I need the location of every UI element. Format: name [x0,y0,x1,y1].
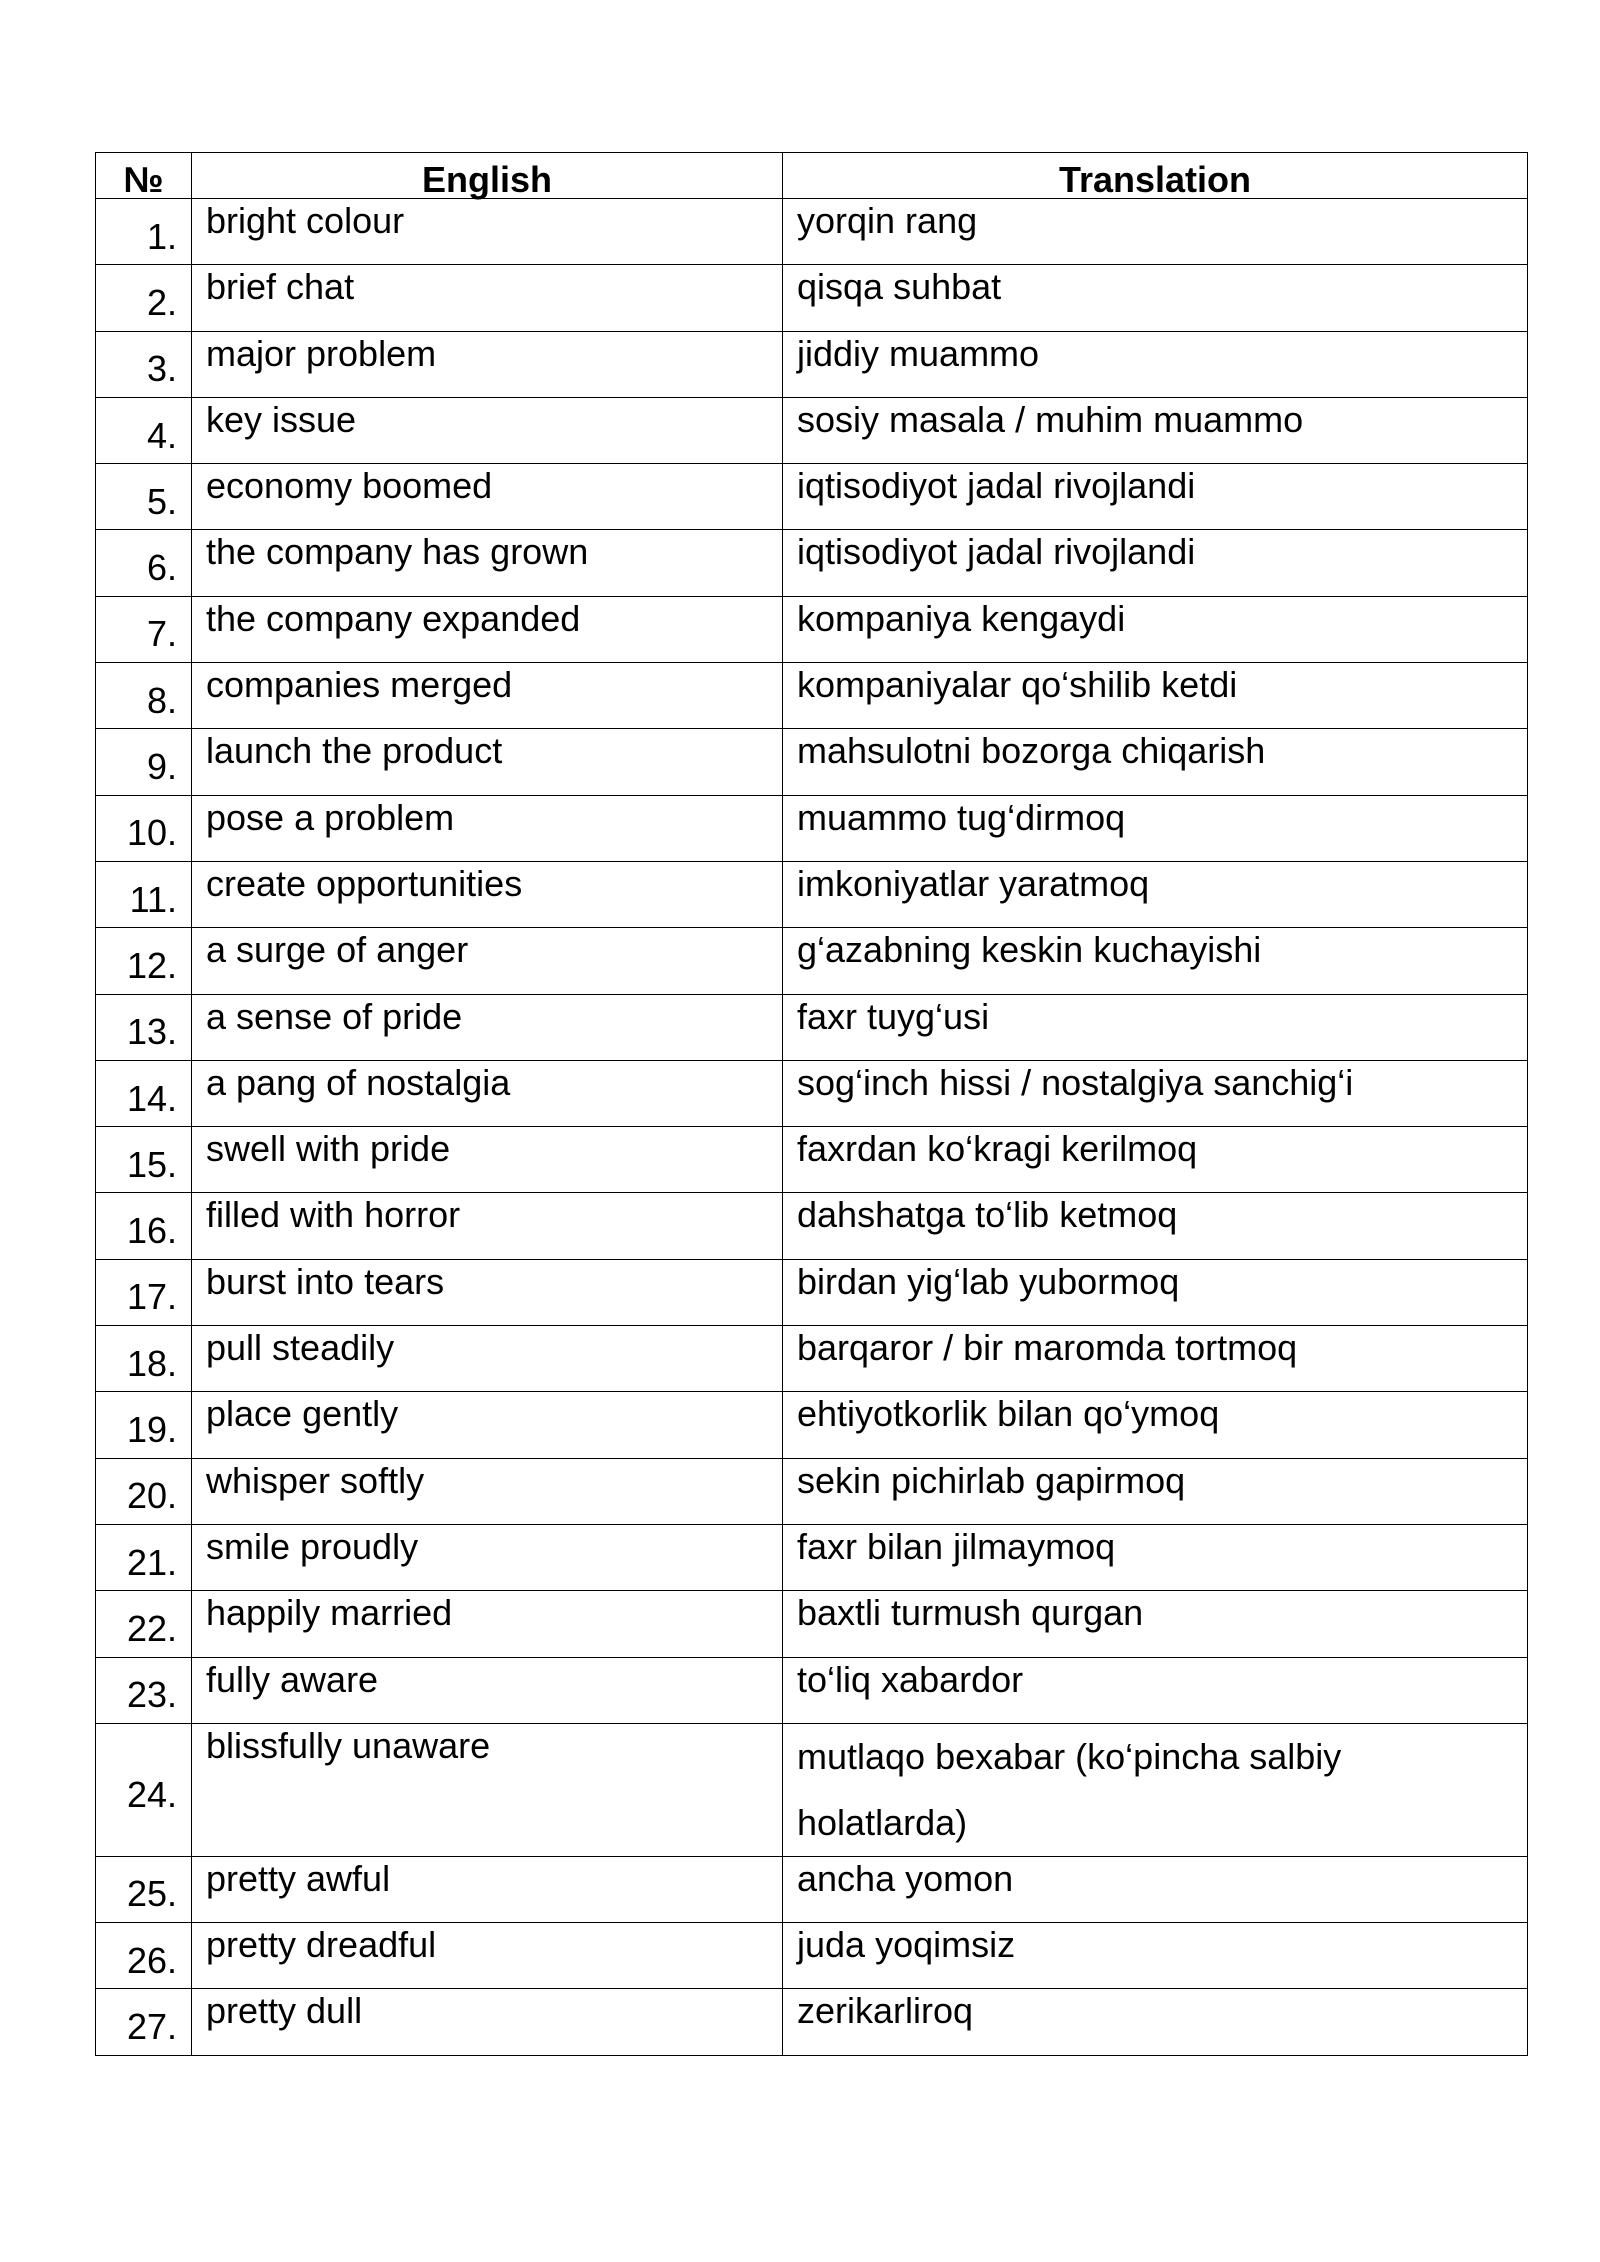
translation-phrase: mutlaqo bexabar (ko‘pincha salbiy holatlarda) [783,1723,1528,1856]
row-number: 14. [96,1060,192,1126]
table-row [96,1259,1528,1325]
row-number: 5. [96,464,192,530]
english-phrase: pose a problem [192,795,783,861]
translation-phrase: barqaror / bir maromda tortmoq [783,1326,1528,1392]
table-row [96,861,1528,927]
translation-phrase: ehtiyotkorlik bilan qo‘ymoq [783,1392,1528,1458]
english-phrase: create opportunities [192,861,783,927]
english-phrase: pretty dull [192,1989,783,2055]
english-phrase: pretty awful [192,1856,783,1922]
translation-phrase: sosiy masala / muhim muammo [783,397,1528,463]
english-phrase: blissfully unaware [192,1723,783,1856]
table-row [96,1524,1528,1590]
english-phrase: the company has grown [192,530,783,596]
english-phrase: fully aware [192,1657,783,1723]
translation-phrase: birdan yig‘lab yubormoq [783,1259,1528,1325]
translation-phrase: faxrdan ko‘kragi kerilmoq [783,1127,1528,1193]
translation-phrase: iqtisodiyot jadal rivojlandi [783,464,1528,530]
table-row [96,1723,1528,1856]
translation-phrase: baxtli turmush qurgan [783,1591,1528,1657]
translation-phrase: jiddiy muammo [783,331,1528,397]
row-number: 19. [96,1392,192,1458]
table-row [96,663,1528,729]
table-row [96,265,1528,331]
translation-phrase: imkoniyatlar yaratmoq [783,861,1528,927]
english-phrase: a pang of nostalgia [192,1060,783,1126]
row-number: 6. [96,530,192,596]
table-row [96,1923,1528,1989]
translation-phrase: mahsulotni bozorga chiqarish [783,729,1528,795]
header-translation: Translation [783,153,1528,199]
table-row [96,464,1528,530]
translation-phrase: qisqa suhbat [783,265,1528,331]
row-number: 7. [96,596,192,662]
header-number: № [96,153,192,199]
table-header [96,153,1528,199]
translation-phrase: to‘liq xabardor [783,1657,1528,1723]
english-phrase: major problem [192,331,783,397]
english-phrase: key issue [192,397,783,463]
translation-phrase: zerikarliroq [783,1989,1528,2055]
header-row [96,153,1528,199]
row-number: 21. [96,1524,192,1590]
row-number: 11. [96,861,192,927]
english-phrase: smile proudly [192,1524,783,1590]
table-row [96,1193,1528,1259]
english-phrase: burst into tears [192,1259,783,1325]
row-number: 18. [96,1326,192,1392]
translation-phrase: g‘azabning keskin kuchayishi [783,928,1528,994]
row-number: 10. [96,795,192,861]
table-row [96,530,1528,596]
table-row [96,1127,1528,1193]
header-english: English [192,153,783,199]
translation-phrase: sekin pichirlab gapirmoq [783,1458,1528,1524]
row-number: 16. [96,1193,192,1259]
row-number: 17. [96,1259,192,1325]
row-number: 4. [96,397,192,463]
translation-phrase: faxr bilan jilmaymoq [783,1524,1528,1590]
table-body [96,199,1528,2056]
row-number: 22. [96,1591,192,1657]
english-phrase: a surge of anger [192,928,783,994]
translation-phrase: ancha yomon [783,1856,1528,1922]
translation-phrase: iqtisodiyot jadal rivojlandi [783,530,1528,596]
vocabulary-table [95,152,1528,2056]
translation-phrase: juda yoqimsiz [783,1923,1528,1989]
table-row [96,994,1528,1060]
row-number: 8. [96,663,192,729]
english-phrase: place gently [192,1392,783,1458]
row-number: 2. [96,265,192,331]
row-number: 20. [96,1458,192,1524]
row-number: 24. [96,1723,192,1856]
row-number: 27. [96,1989,192,2055]
row-number: 23. [96,1657,192,1723]
translation-phrase: kompaniya kengaydi [783,596,1528,662]
english-phrase: economy boomed [192,464,783,530]
english-phrase: launch the product [192,729,783,795]
translation-phrase: sog‘inch hissi / nostalgiya sanchig‘i [783,1060,1528,1126]
english-phrase: whisper softly [192,1458,783,1524]
english-phrase: bright colour [192,199,783,265]
english-phrase: a sense of pride [192,994,783,1060]
table-row [96,729,1528,795]
table-row [96,795,1528,861]
english-phrase: pull steadily [192,1326,783,1392]
table-row [96,596,1528,662]
table-row [96,397,1528,463]
row-number: 26. [96,1923,192,1989]
row-number: 3. [96,331,192,397]
row-number: 12. [96,928,192,994]
row-number: 9. [96,729,192,795]
table-row [96,1458,1528,1524]
row-number: 1. [96,199,192,265]
translation-phrase: faxr tuyg‘usi [783,994,1528,1060]
table-row [96,1060,1528,1126]
translation-phrase: dahshatga to‘lib ketmoq [783,1193,1528,1259]
english-phrase: the company expanded [192,596,783,662]
english-phrase: pretty dreadful [192,1923,783,1989]
english-phrase: companies merged [192,663,783,729]
english-phrase: brief chat [192,265,783,331]
english-phrase: filled with horror [192,1193,783,1259]
row-number: 15. [96,1127,192,1193]
table-row [96,1657,1528,1723]
translation-phrase: yorqin rang [783,199,1528,265]
table-row [96,331,1528,397]
table-row [96,1989,1528,2055]
row-number: 25. [96,1856,192,1922]
english-phrase: happily married [192,1591,783,1657]
english-phrase: swell with pride [192,1127,783,1193]
table-row [96,1392,1528,1458]
translation-phrase: muammo tug‘dirmoq [783,795,1528,861]
translation-phrase: kompaniyalar qo‘shilib ketdi [783,663,1528,729]
row-number: 13. [96,994,192,1060]
table-row [96,928,1528,994]
table-row [96,1591,1528,1657]
table-row [96,1326,1528,1392]
table-row [96,199,1528,265]
table-row [96,1856,1528,1922]
